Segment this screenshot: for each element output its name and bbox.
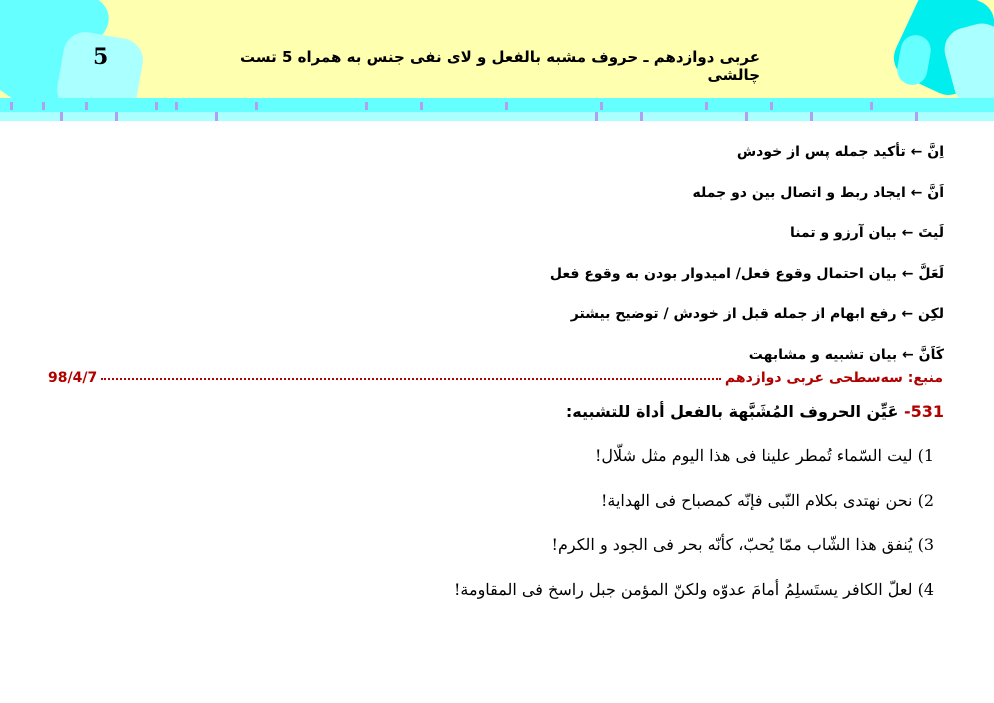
source-label: منبع: سه‌سطحی عربی دوازدهم [724,370,943,386]
option-3: 3) یُنفق هذا الشّاب ممّا یُحبّ، کأنّه بحر فی الجود و الکرم! [551,535,934,554]
page-title: عربی دوازدهم ـ حروف مشبه بالفعل و لای نفی جنس به همراه 5 تست چالشی [240,48,760,84]
decor-tick [175,102,178,110]
decor-tick [85,102,88,110]
decor-tick [595,112,598,121]
decor-stripe [0,98,994,112]
decor-tick [870,102,873,110]
options-list [454,446,934,624]
decor-tick [60,112,63,121]
rule-item: اَنَّ ← ایجاد ربط و اتصال بین دو جمله [692,184,944,201]
decor-tick [365,102,368,110]
decor-tick [915,112,918,121]
decor-tick [770,102,773,110]
source-date: 98/4/7 [48,370,98,386]
question-text: عَیِّن الحروف المُشَبَّهة بالفعل أداة للتشبیه: [565,402,899,421]
source-line [48,370,943,386]
decor-tick [640,112,643,121]
decor-tick [705,102,708,110]
page-header [0,0,994,98]
decor-tick [10,102,13,110]
option-2: 2) نحن نهتدی بکلام النّبی فإنّه کمصباح فی الهدایة! [600,490,934,510]
rule-item: لکِن ← رفع ابهام از جمله قبل از خودش / توضیح بیشتر [570,306,944,322]
decor-tick [420,102,423,110]
decor-tick [810,112,813,121]
rule-item: کَاَنَّ ← بیان تشبیه و مشابهت [748,346,944,363]
dotted-leader [101,370,721,380]
rule-item: اِنَّ ← تأکید جمله پس از خودش [736,144,944,160]
decor-stripe [0,112,994,121]
decor-tick [215,112,218,121]
rule-item: لَعَلَّ ← بیان احتمال وقوع فعل/ امیدوار بودن به وقوع فعل [549,265,944,282]
decor-tick [115,112,118,121]
page-number: 5 [93,44,109,70]
rules-list [550,140,944,383]
question [566,402,944,421]
rule-item: لَیتَ ← بیان آرزو و تمنا [789,225,944,241]
option-4: 4) لعلّ الکافر یستَسلِمُ أمامَ عدوّه ولکنّ المؤمن جبل راسخ فی المقاومة! [454,579,934,599]
decor-tick [745,112,748,121]
decor-tick [42,102,45,110]
decor-tick [600,102,603,110]
decor-tick [255,102,258,110]
option-1: 1) لیت السّماء تُمطر علینا فی هذا الیوم مثل شلّال! [595,446,934,465]
question-number: 531- [903,402,944,421]
decor-tick [155,102,158,110]
decor-tick [505,102,508,110]
